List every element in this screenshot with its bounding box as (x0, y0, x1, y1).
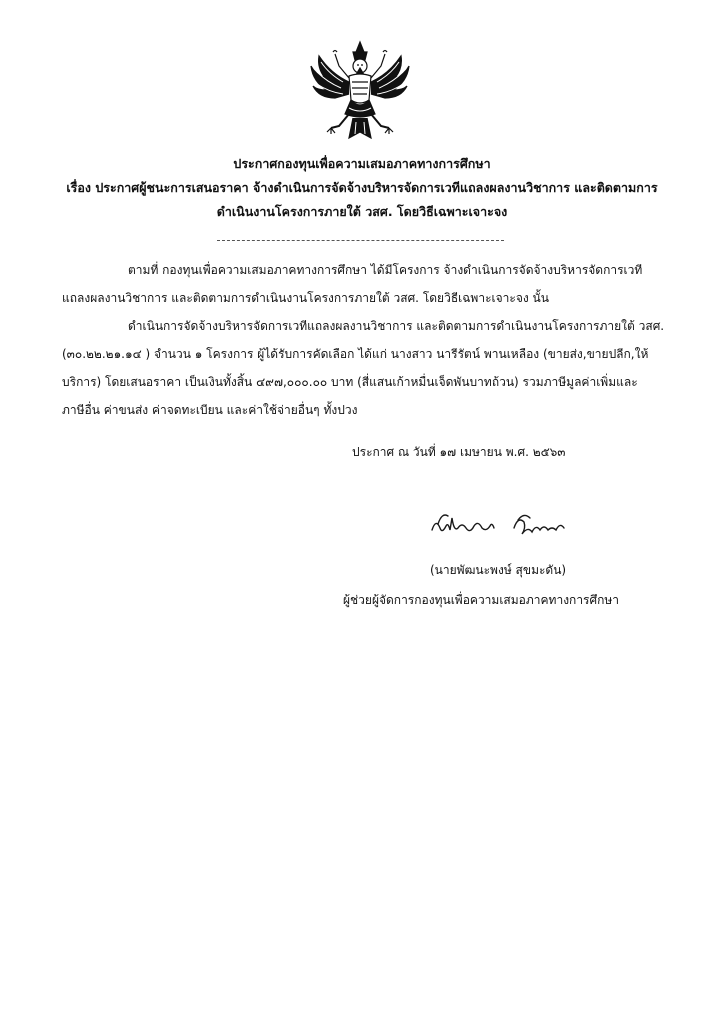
paragraph-2-line-4: ภาษีอื่น ค่าขนส่ง ค่าจดทะเบียน และค่าใช้จ่ายอื่นๆ ทั้งปวง (62, 403, 358, 417)
paragraph-2-line-1: ดำเนินการจัดจ้างบริหารจัดการเวทีแถลงผลงานวิชาการ และติดตามการดำเนินงานโครงการภายใต้ วสศ. (128, 319, 665, 333)
paragraph-1-line-2: แถลงผลงานวิชาการ และติดตามการดำเนินงานโครงการภายใต้ วสศ. โดยวิธีเฉพาะเจาะจง นั้น (62, 291, 549, 305)
signer-name: (นายพัฒนะพงษ์ สุขมะดัน) (430, 563, 567, 577)
signer-position: ผู้ช่วยผู้จัดการกองทุนเพื่อความเสมอภาคทางการศึกษา (343, 593, 620, 607)
announcement-title: ประกาศกองทุนเพื่อความเสมอภาคทางการศึกษา (233, 156, 491, 171)
divider-line (217, 240, 504, 241)
paragraph-2-line-3: บริการ) โดยเสนอราคา เป็นเงินทั้งสิ้น ๔๙๗,๐๐๐.๐๐ บาท (สี่แสนเก้าหมื่นเจ็ดพันบาทถ้วน) รวมภาษีมูลค่าเพิ่มและ (62, 375, 638, 389)
paragraph-1-line-1: ตามที่ กองทุนเพื่อความเสมอภาคทางการศึกษา ได้มีโครงการ จ้างดำเนินการจัดจ้างบริหารจัดการเวที (128, 263, 643, 277)
subject-line-1: เรื่อง ประกาศผู้ชนะการเสนอราคา จ้างดำเนินการจัดจ้างบริหารจัดการเวทีแถลงผลงานวิชาการ และติดตามการ (66, 180, 658, 195)
subject-line-2: ดำเนินงานโครงการภายใต้ วสศ. โดยวิธีเฉพาะเจาะจง (216, 204, 508, 219)
garuda-emblem-icon (305, 38, 415, 148)
announcement-date: ประกาศ ณ วันที่ ๑๗ เมษายน พ.ศ. ๒๕๖๓ (352, 445, 566, 459)
handwritten-signature-icon (428, 508, 576, 544)
paragraph-2-line-2: (๓๐.๒๒.๒๑.๑๔ ) จำนวน ๑ โครงการ ผู้ได้รับการคัดเลือก ได้แก่ นางสาว นารีรัตน์ พานเหลือง (ขายส่ง,ขายปลีก,ให้ (62, 347, 649, 361)
